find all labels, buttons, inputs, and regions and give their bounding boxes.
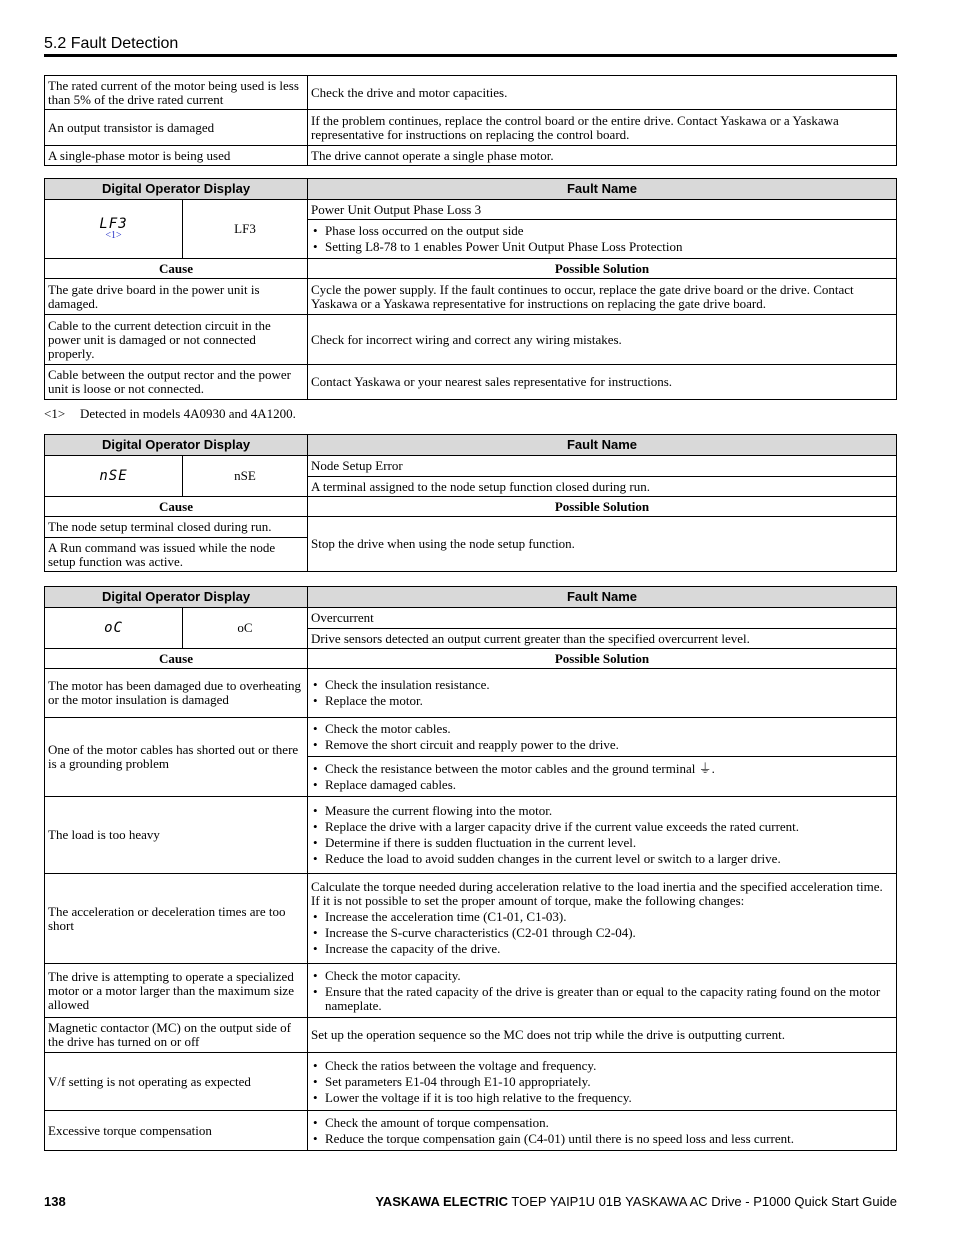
cause-cell: V/f setting is not operating as expected	[45, 1053, 308, 1111]
fault-description	[308, 220, 897, 259]
list-item: • Check the motor capacity.	[311, 969, 893, 983]
section-title: 5.2 Fault Detection	[44, 35, 179, 52]
list-item: • Replace the drive with a larger capacity drive if the current value exceeds the rated current.	[311, 820, 893, 834]
display-cell	[45, 456, 183, 497]
cause-cell: A single-phase motor is being used	[45, 146, 308, 166]
table-oc	[44, 586, 897, 1151]
footer-doc: TOEP YAIP1U 01B YASKAWA AC Drive - P1000 Quick Start Guide	[511, 1194, 897, 1209]
list-item: • Replace the motor.	[311, 694, 893, 708]
list-item: • Check the insulation resistance.	[311, 678, 893, 692]
cause-cell: The gate drive board in the power unit is damaged.	[45, 279, 308, 315]
solution-cell	[308, 1053, 897, 1111]
header-digital-operator-display: Digital Operator Display	[45, 435, 308, 456]
solution-cell: Contact Yaskawa or your nearest sales representative for instructions.	[308, 365, 897, 400]
cause-cell: Magnetic contactor (MC) on the output side of the drive has turned on or off	[45, 1018, 308, 1053]
solution-cell: Check for incorrect wiring and correct any wiring mistakes.	[308, 315, 897, 365]
solution-intro: Calculate the torque needed during acceleration relative to the load inertia and the specified acceleration time. If it is not possible to set the proper amount of torque, make the following changes:	[311, 878, 883, 908]
footnote-text: Detected in models 4A0930 and 4A1200.	[80, 406, 296, 421]
cause-cell: An output transistor is damaged	[45, 110, 308, 146]
cause-cell: The motor has been damaged due to overheating or the motor insulation is damaged	[45, 669, 308, 718]
cause-cell: A Run command was issued while the node setup function was active.	[45, 538, 308, 572]
cause-cell: One of the motor cables has shorted out or there is a grounding problem	[45, 718, 308, 797]
header-possible-solution: Possible Solution	[308, 649, 897, 669]
solution-cell	[308, 669, 897, 718]
table-row	[45, 146, 897, 166]
header-cause: Cause	[45, 497, 308, 517]
display-cell	[45, 608, 183, 649]
fault-description: A terminal assigned to the node setup function closed during run.	[308, 477, 897, 497]
fault-code: LF3	[183, 200, 308, 259]
solution-cell: Cycle the power supply. If the fault continues to occur, replace the gate drive board or the drive. Contact Yaskawa or a Yaskawa representative for instructions on replacing the gate drive board.	[308, 279, 897, 315]
solution-cell	[308, 757, 897, 797]
cause-cell: Cable to the current detection circuit in the power unit is damaged or not connected properly.	[45, 315, 308, 365]
solution-cell: Stop the drive when using the node setup function.	[308, 517, 897, 572]
footer-brand: YASKAWA ELECTRIC	[375, 1194, 508, 1209]
list-item: • Setting L8-78 to 1 enables Power Unit Output Phase Loss Protection	[311, 240, 893, 254]
footnote-ref[interactable]: <1>	[105, 230, 122, 241]
header-possible-solution: Possible Solution	[308, 259, 897, 279]
table-row	[45, 76, 897, 110]
fault-code: oC	[183, 608, 308, 649]
cause-cell: The acceleration or deceleration times are too short	[45, 874, 308, 964]
cause-cell: Excessive torque compensation	[45, 1111, 308, 1151]
list-item: • Replace damaged cables.	[311, 778, 893, 792]
list-item: • Remove the short circuit and reapply power to the drive.	[311, 738, 893, 752]
list-item: • Check the motor cables.	[311, 722, 893, 736]
list-item: • Reduce the load to avoid sudden changes in the current level or switch to a larger drive.	[311, 852, 893, 866]
solution-cell	[308, 964, 897, 1018]
fault-code: nSE	[183, 456, 308, 497]
footnote-tag: <1>	[44, 406, 66, 421]
solution-cell: The drive cannot operate a single phase motor.	[308, 146, 897, 166]
list-item: • Determine if there is sudden fluctuation in the current level.	[311, 836, 893, 850]
title-rule	[44, 54, 897, 57]
table-continuation	[44, 75, 897, 166]
list-item: • Check the amount of torque compensation.	[311, 1116, 893, 1130]
solution-cell	[308, 797, 897, 874]
list-item: • Increase the S-curve characteristics (C2-01 through C2-04).	[311, 926, 893, 940]
cause-cell: The rated current of the motor being used is less than 5% of the drive rated current	[45, 76, 308, 110]
solution-cell: Check the drive and motor capacities.	[308, 76, 897, 110]
list-item: • Set parameters E1-04 through E1-10 appropriately.	[311, 1075, 893, 1089]
footnote	[44, 406, 296, 422]
footer-doc-title	[375, 1194, 897, 1209]
solution-cell	[308, 1111, 897, 1151]
list-item: • Increase the capacity of the drive.	[311, 942, 893, 956]
segment-display: nSE	[99, 468, 128, 484]
header-cause: Cause	[45, 649, 308, 669]
cause-cell: The drive is attempting to operate a specialized motor or a motor larger than the maximum size allowed	[45, 964, 308, 1018]
table-row	[45, 110, 897, 146]
segment-display: oC	[104, 620, 123, 636]
fault-name: Overcurrent	[308, 608, 897, 629]
header-fault-name: Fault Name	[308, 435, 897, 456]
header-digital-operator-display: Digital Operator Display	[45, 587, 308, 608]
fault-name: Power Unit Output Phase Loss 3	[308, 200, 897, 220]
header-possible-solution: Possible Solution	[308, 497, 897, 517]
list-item: • Increase the acceleration time (C1-01, C1-03).	[311, 910, 893, 924]
cause-cell: The load is too heavy	[45, 797, 308, 874]
header-fault-name: Fault Name	[308, 179, 897, 200]
fault-name: Node Setup Error	[308, 456, 897, 477]
solution-cell: If the problem continues, replace the control board or the entire drive. Contact Yaskawa or a Yaskawa representative for instructions on replacing the control board.	[308, 110, 897, 146]
list-item: • Reduce the torque compensation gain (C4-01) until there is no speed loss and less current.	[311, 1132, 893, 1146]
fault-description: Drive sensors detected an output current greater than the specified overcurrent level.	[308, 629, 897, 649]
list-item: • Phase loss occurred on the output side	[311, 224, 893, 238]
solution-cell	[308, 718, 897, 757]
solution-cell: Set up the operation sequence so the MC does not trip while the drive is outputting current.	[308, 1018, 897, 1053]
header-fault-name: Fault Name	[308, 587, 897, 608]
list-item: • Lower the voltage if it is too high relative to the frequency.	[311, 1091, 893, 1105]
header-cause: Cause	[45, 259, 308, 279]
cause-cell: Cable between the output rector and the power unit is loose or not connected.	[45, 365, 308, 400]
table-nse	[44, 434, 897, 572]
list-item: • Measure the current flowing into the motor.	[311, 804, 893, 818]
header-digital-operator-display: Digital Operator Display	[45, 179, 308, 200]
list-item: • Check the resistance between the motor cables and the ground terminal ⏚.	[311, 762, 893, 776]
list-item: • Check the ratios between the voltage and frequency.	[311, 1059, 893, 1073]
cause-cell: The node setup terminal closed during run.	[45, 517, 308, 538]
list-item: • Ensure that the rated capacity of the drive is greater than or equal to the capacity rating found on the motor nameplate.	[311, 985, 893, 1013]
segment-display: LF3	[99, 216, 128, 232]
page-number: 138	[44, 1194, 66, 1209]
table-lf3	[44, 178, 897, 400]
solution-cell	[308, 874, 897, 964]
display-cell	[45, 200, 183, 259]
